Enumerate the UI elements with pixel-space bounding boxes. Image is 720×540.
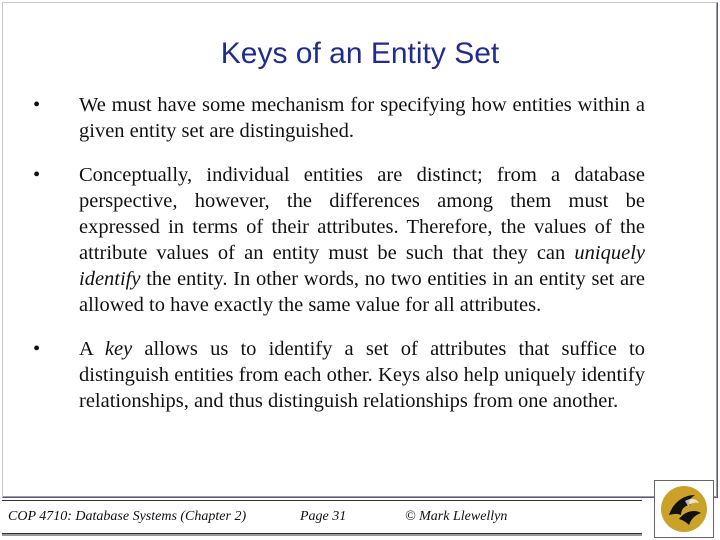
bullet-item — [33, 92, 645, 144]
bullet-list — [33, 92, 645, 414]
bullet-text: the entity. In other words, no two entities in an entity set are allowed to have exactly the same value for all attributes. — [79, 268, 645, 316]
bullet-marker: • — [33, 94, 41, 116]
logo — [654, 480, 714, 538]
bullet-marker: • — [33, 164, 41, 186]
bullet-marker: • — [33, 338, 41, 360]
bullet-item — [33, 336, 645, 414]
emphasized-text: uniquely identify — [79, 242, 645, 290]
footer-author: © Mark Llewellyn — [405, 509, 508, 524]
bullet-text: Conceptually, individual entities are distinct; from a database perspective, however, the differences among them must be expressed in terms of their attributes. Therefore, the values of the attribute values of an entity must be such that they can — [79, 164, 645, 264]
footer-course: COP 4710: Database Systems (Chapter 2) — [8, 509, 247, 524]
pegasus-logo-icon — [655, 481, 713, 537]
bullet-text: A — [79, 338, 105, 360]
bullet-item — [33, 162, 645, 318]
slide-title: Keys of an Entity Set — [220, 37, 500, 70]
emphasized-text: key — [104, 338, 133, 360]
slide-frame — [2, 2, 718, 498]
bullet-text: We must have some mechanism for specifying how entities within a given entity set are distinguished. — [79, 94, 645, 142]
footer-page-number: Page 31 — [300, 509, 347, 524]
footer-bar — [2, 500, 642, 534]
bullet-text: allows us to identify a set of attributes that suffice to distinguish entities from each other. Keys also help uniquely identify relationships, and thus distinguish relationships from one another. — [79, 338, 645, 412]
